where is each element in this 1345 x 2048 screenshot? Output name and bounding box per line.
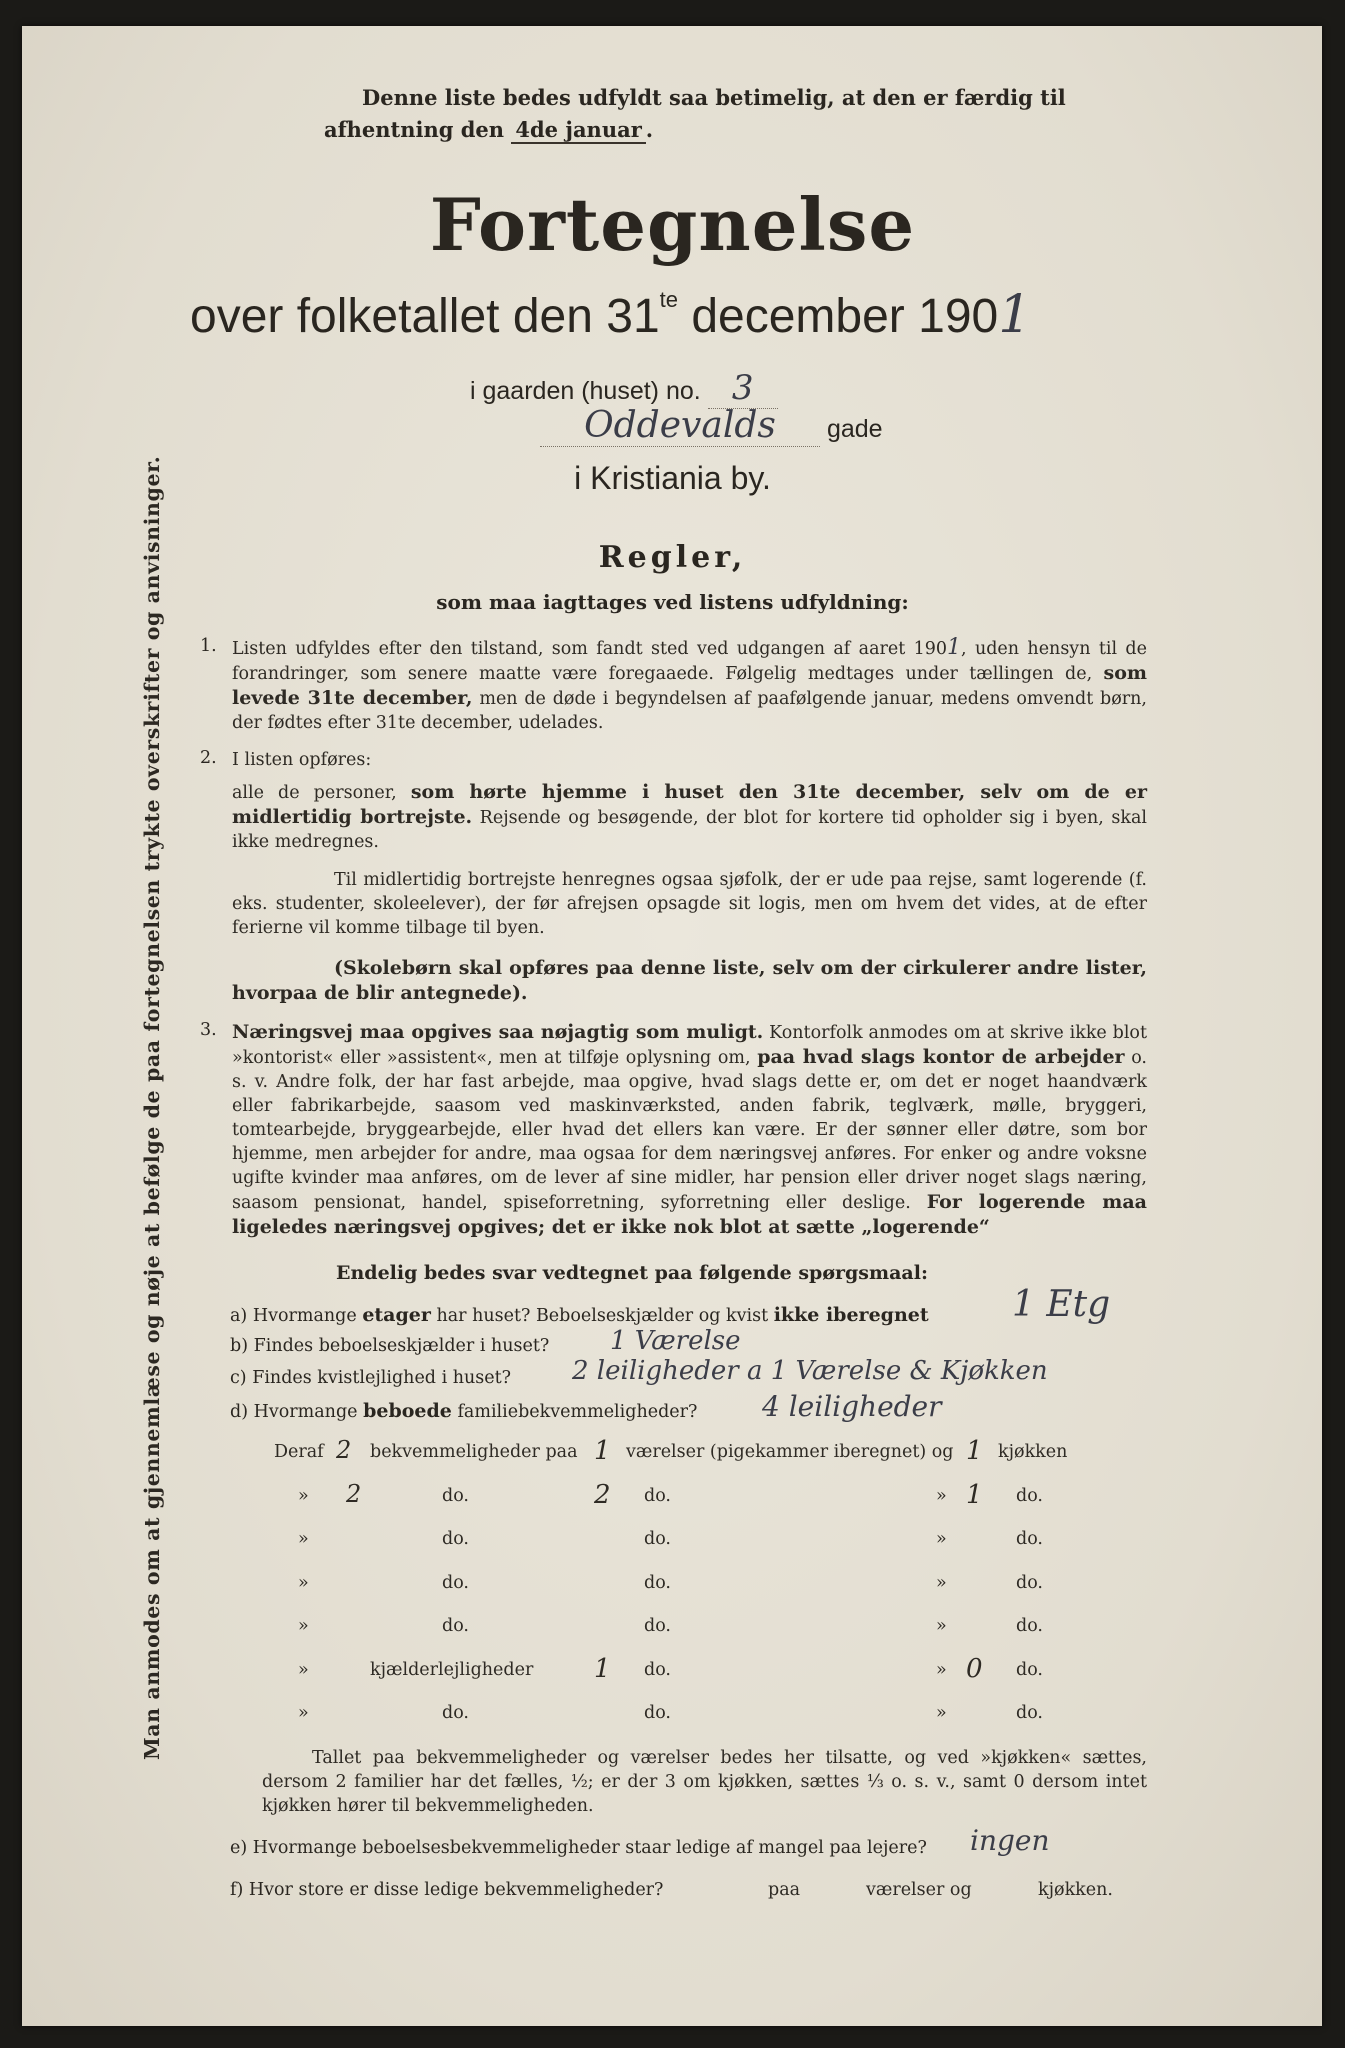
handwritten-house-number: 3 [708,368,778,409]
table-do-vaerelser: do. [644,1529,671,1549]
question-d [230,1400,697,1422]
answer-a: 1 Etg [1012,1284,1111,1325]
table-do-label: do. [442,1572,469,1593]
table-handwritten-kjokken: 0 [966,1653,983,1684]
rule-1-part-c: men de døde i begyndelsen af paafølgende januar, medens omvendt børn, der fødtes efter 31te december, udelades. [232,689,1147,733]
rule-2-para-2: Til midlertidig bortrejste henregnes ogsaa sjøfolk, der er ude paa rejse, samt logerende (f. eks. studenter, skoleelever), der før afrejsen opsagde sit logis, men om hvem det vides, at de efter ferierne vil komme tilbage til byen. [232,870,1147,938]
table-do-kjokken: do. [1016,1659,1043,1680]
subtitle-suffix: december 190 [678,290,999,343]
answer-b: 1 Værelse [610,1326,741,1356]
table-ditto-mark: » [298,1703,309,1723]
answer-c: 2 leiligheder a 1 Værelse & Kjøkken [572,1356,1048,1386]
rule-3-text [232,1020,1147,1240]
notice-line-2 [324,114,1160,146]
rule-2-p1-b: Rejsende og besøgende, der blot for kortere tid opholder sig i byen, skal ikke medregnes. [232,808,1147,852]
table-handwritten-count: 2 [336,1436,352,1464]
table-deraf-label: Deraf [274,1442,324,1462]
questions-heading: Endelig bedes svar vedtegnet paa følgende spørgsmaal: [336,1262,928,1284]
rule-3-bold-1: Næringsvej maa opgives saa nøjagtig som muligt. [232,1021,764,1043]
table-kjokken-label: kjøkken [998,1442,1068,1462]
question-a-mid: har huset? Beboelseskjælder og kvist [436,1306,769,1326]
table-kjaelder-label: kjælderlejligheder [370,1659,534,1680]
table-do-vaerelser: do. [644,1485,671,1506]
rule-3-number: 3. [200,1020,217,1040]
rule-2-p1-a: alle de personer, [232,783,397,803]
question-f-kjokken: kjøkken. [1038,1880,1113,1900]
rule-2-intro: I listen opføres: [232,750,372,770]
notice-prefix: afhentning den [324,117,505,142]
table-ditto-mark: » [298,1616,309,1636]
table-do-kjokken: do. [1016,1616,1043,1636]
rule-3-bold-3: For logerende maa ligeledes næringsvej opgives; det er ikke nok blot at sætte „logerende“ [232,1191,1147,1238]
rule-3-part-a: Kontorfolk anmodes om at skrive ikke blot »kontorist« eller »assistent«, men at tilføje oplysning om, [232,1023,1147,1068]
table-ditto-mark: » [298,1572,309,1593]
table-handwritten-vaerelser: 2 [594,1479,611,1510]
question-b: b) Findes beboelseskjælder i huset? [230,1336,550,1356]
table-handwritten-vaerelser: 1 [594,1436,611,1466]
notice-line-1: Denne liste bedes udfyldt saa betimelig, at den er færdig til [362,85,1066,110]
table-do-label: do. [442,1703,469,1723]
table-do-kjokken: do. [1016,1703,1043,1723]
question-a [230,1304,929,1326]
table-do-vaerelser: do. [644,1616,671,1636]
rule-2-p1-bold: som hørte hjemme i huset den 31te december, selv om de er midlertidig bortrejste. [232,781,1147,828]
table-do-kjokken: do. [1016,1529,1043,1549]
question-d-bold: beboede [363,1400,452,1422]
rule-2-para-1 [232,780,1147,854]
question-d-mid: familiebekvemmeligheder? [457,1402,698,1422]
footnote: Tallet paa bekvemmeligheder og værelser bedes her tilsatte, og ved »kjøkken« sættes, dersom 2 familier har det fælles, ½; er der 3 om kjøkken, sættes ⅓ o. s. v., samt 0 dersom intet kjøkken hører til bekvemmeligheden. [262,1748,1147,1816]
subtitle-prefix: over folketallet den 31 [190,290,660,343]
table-do-vaerelser: do. [644,1572,671,1593]
table-handwritten-vaerelser: 1 [594,1653,611,1684]
handwritten-street: Oddevalds [540,405,820,447]
table-vaerelser-label: værelser (pigekammer iberegnet) og [626,1442,954,1462]
table-handwritten-kjokken: 1 [966,1436,983,1466]
table-ditto-mark: » [936,1485,947,1506]
rule-3-part-b: o. s. v. Andre folk, der har fast arbejde, maa opgive, hvad slags dette er, om det er noget haandværk eller fabrikarbejde, saasom ved maskinværksted, anden fabrik, teglværk, mølle, bryggeri, tomtearbejde, bryggearbejde, eller hvad det ellers kan være. Er der sønner eller døtre, som bor hjemme, men arbejder for andre, maa ogsaa for dem næringsvej anføres. For enker og andre voksne ugifte kvinder maa anføres, om de lever af sine midler, har pension eller driver noget slags næring, saasom pensionat, handel, spiseforretning, syforretning eller deslige. [232,1048,1147,1213]
rules-subheading: som maa iagttages ved listens udfyldning: [436,590,909,614]
table-handwritten-kjokken: 1 [966,1479,983,1510]
table-ditto-mark: » [936,1616,947,1636]
sidebar-instruction: Man anmodes om at gjennemlæse og nøje at befølge de paa fortegnelsen trykte overskrifter og anvisninger. [140,455,164,1760]
table-do-vaerelser: do. [644,1703,671,1723]
pickup-date: 4de januar [511,117,645,144]
city-line: i Kristiania by. [574,460,771,496]
table-do-label: do. [442,1485,469,1506]
question-c: c) Findes kvistlejlighed i huset? [230,1368,512,1388]
rule-3-bold-2: paa hvad slags kontor de arbejder [757,1046,1125,1068]
rule-1-part-b: , uden hensyn til de forandringer, som senere maatte være foregaaede. Følgelig medtages under tællingen de, [232,639,1147,684]
rule-2-number: 2. [200,748,217,768]
table-ditto-mark: » [936,1703,947,1723]
question-f-vaerelser: værelser og [866,1880,972,1900]
rule-1-text [232,636,1147,735]
table-do-label: do. [442,1616,469,1636]
table-ditto-mark: » [936,1572,947,1593]
table-ditto-mark: » [936,1529,947,1549]
table-handwritten-count: 2 [346,1479,362,1508]
handwritten-rule-year: 1 [947,635,962,660]
question-f-paa: paa [768,1880,801,1900]
table-do-kjokken: do. [1016,1485,1043,1506]
house-number-line [470,368,778,409]
answer-d: 4 leiligheder [762,1390,942,1423]
street-label: gade [826,415,883,443]
table-do-kjokken: do. [1016,1572,1043,1593]
table-ditto-mark: » [298,1659,309,1680]
question-a-bold-2: ikke iberegnet [773,1304,929,1326]
table-do-label: do. [442,1529,469,1549]
rule-1-bold: som levede 31te december, [232,662,1147,709]
answer-e: ingen [970,1824,1050,1857]
rule-2-p3-bold: (Skolebørn skal opføres paa denne liste, selv om der cirkulerer andre lister, hvorpaa de blir antegnede). [232,957,1147,1004]
house-label: i gaarden (huset) no. [470,377,701,405]
form-subtitle [190,285,1031,345]
rule-1-number: 1. [200,636,217,656]
rule-2-para-3 [232,956,1147,1006]
question-d-label: d) Hvormange [230,1402,358,1422]
form-title: Fortegnelse [429,182,916,267]
table-bekv-label: bekvemmeligheder paa [370,1442,578,1462]
table-do-vaerelser: do. [644,1659,671,1680]
table-ditto-mark: » [936,1659,947,1680]
table-ditto-mark: » [298,1529,309,1549]
question-a-label: a) Hvormange [230,1306,357,1326]
rule-1-part-a: Listen udfyldes efter den tilstand, som fandt sted ved udgangen af aaret 190 [232,639,948,659]
subtitle-sup: te [659,287,678,312]
question-a-bold: etager [362,1304,431,1326]
handwritten-year: 1 [998,285,1032,345]
question-f: f) Hvor store er disse ledige bekvemmeligheder? [230,1880,664,1900]
table-ditto-mark: » [298,1485,309,1506]
pickup-notice [300,82,1160,146]
question-e: e) Hvormange beboelsesbekvemmeligheder staar ledige af mangel paa lejere? [230,1838,927,1858]
rules-heading: Regler, [598,540,747,575]
street-line [540,405,883,447]
notice-suffix: . [645,117,654,142]
